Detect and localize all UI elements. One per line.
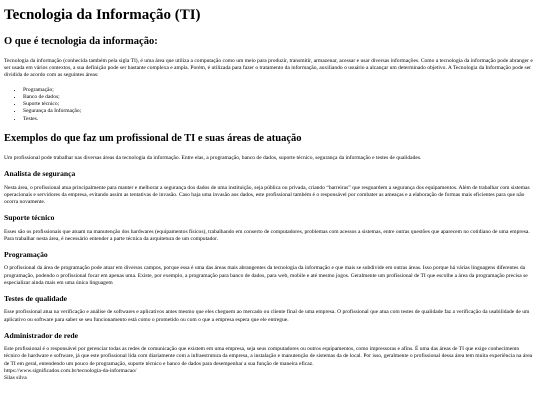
paragraph-testes-qualidade: Esse profissional atua na verificação e análise de softwares e aplicativos antes mesmo que eles cheguem ao mercado ou cliente final de uma empresa. O profissional que atua com testes de qualidade faz a verificação da usabilidade de um aplicativo ou software para saber se seu funcionamento está como o prometido ou com o que a empresa espera que ele entregue.	[4, 309, 530, 323]
list-item: • Banco de dados;	[23, 94, 536, 101]
what-is-paragraph: Tecnologia da informação (conhecida também pela sigla TI), é uma área que utiliza a computação como um meio para produzir, transmitir, armazenar, acessar e usar diversas informações. Como a tecnologia da informação pode abranger e ser usada em vários contextos, a sua definição pode ser bastante complexa e ampla. Porém, é utilizada para fazer o tratamento da informação, auxiliando o usuário a alcançar um determinado objetivo. A Tecnologia da Informação pode ser dividida de acordo com as seguintes áreas:	[4, 57, 533, 79]
paragraph-programacao: O profissional da área de programação pode atuar em diversos campos, porque essa é uma das áreas mais abrangentes da tecnologia da informação e que mais se subdivide em outras áreas. Isso porque há várias linguagens diferentes da programação, podendo o profissional focar em apenas uma. Existe, por exemplo, a programação para banco de dados, para web, mobile e até mesmo jogos. Geralmente um profissional de TI que escolhe a área da programação precisa se especializar ainda mais em uma única linguagem	[4, 265, 528, 286]
subheading-programacao: Programação	[4, 250, 48, 260]
examples-intro: Um profissional pode trabalhar nas diversas áreas da tecnologia da informação. Entre elas, a programação, banco de dados, suporte técnico, segurança da informação e testes de qualidades.	[4, 155, 422, 162]
subheading-suporte-tecnico: Suporte técnico	[4, 213, 55, 223]
paragraph-analista-seguranca: Nesta área, o profissional atua principalmente para manter e melhorar a segurança dos dados de uma instituição, seja pública ou privada, criando “barreiras” que resguardem a segurança dos equipamentos. Além de trabalhar com sistemas operacionais e servidores da empresa, evitando assim as tentativas de invasão. Caso haja uma invasão aos dados, este profissional também é o responsável por combater as ameaças e a elaboração de formas mais eficientes para que não ocorra novamente.	[4, 184, 530, 206]
page-title: Tecnologia da Informação (TI)	[4, 7, 201, 23]
paragraph-suporte-tecnico: Esses são os profissionais que atuam na manutenção dos hardwares (equipamentos físicos), trabalhando em conserto de computadores, problemas com acessos a sistemas, entre outras questões que aparecem no cotidiano de uma empresa. Para trabalhar nesta área, é necessário entender a parte técnica da arquitetura de um computador.	[4, 228, 530, 242]
subheading-testes-qualidade: Testes de qualidade	[4, 294, 68, 304]
section-heading-examples: Exemplos do que faz um profissional de TI e suas áreas de atuação	[4, 133, 302, 145]
list-item: • Testes.	[23, 116, 536, 123]
subheading-analista-seguranca: Analista de segurança	[4, 169, 76, 179]
list-item: • Programação;	[23, 87, 536, 94]
author-name: Silas silva	[4, 375, 27, 382]
paragraph-administrador-rede: Este profissional é o responsável por gerenciar todas as redes de comunicação que existem em uma empresa, seja seus computadores ou outros equipamentos, como impressoras e afins. É uma das áreas de TI que exige conhecimento técnico de hardware e software, já que este profissional lida com diariamente com a infraestrutura da empresa, a instalação e manutenção de sistemas da de local. Por isso, geralmente o profissional dessa área tem muita experiência na área de TI em geral, entendendo um pouco de programação, suporte técnico e banco de dados para desempenhar a sua função de maneira eficaz.	[4, 346, 533, 367]
areas-list	[4, 87, 536, 124]
list-item: • Suporte técnico;	[23, 101, 536, 108]
list-item: • Segurança da Informação;	[23, 108, 536, 115]
section-heading-what-is: O que é tecnologia da informação:	[4, 35, 158, 47]
source-url: https://www.significados.com.br/tecnologia-da-informacao/	[4, 368, 137, 375]
subheading-administrador-rede: Administrador de rede	[4, 331, 78, 340]
